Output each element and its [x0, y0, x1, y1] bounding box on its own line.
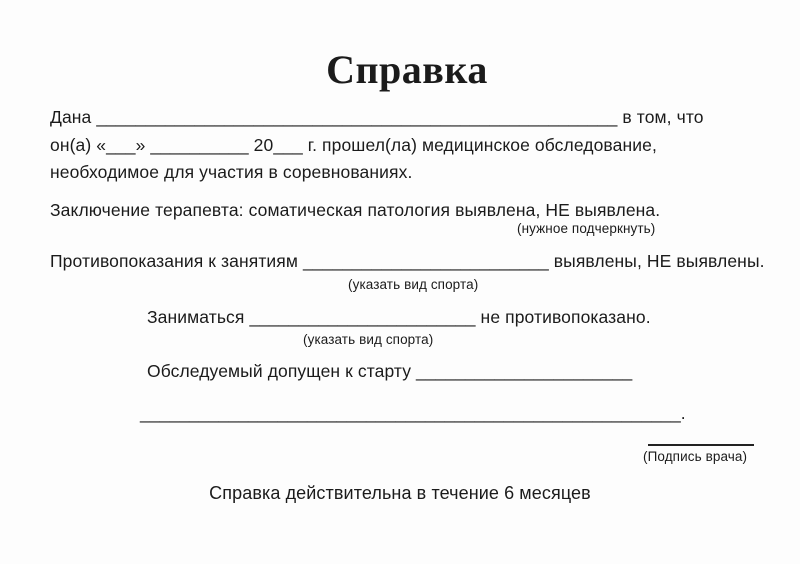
line-practice-allowed: Заниматься _______________________ не противопоказано.: [147, 307, 651, 327]
validity-note: Справка действительна в течение 6 месяцев: [209, 483, 591, 503]
line-therapist-conclusion: Заключение терапевта: соматическая патология выявлена, НЕ выявлена.: [50, 200, 661, 220]
line-purpose: необходимое для участия в соревнованиях.: [50, 162, 413, 182]
signature-line: [648, 444, 754, 446]
line-exam-date: он(а) «___» __________ 20___ г. прошел(ла) медицинское обследование,: [50, 135, 657, 155]
form-title: Справка: [326, 47, 488, 92]
line-contraindications: Противопоказания к занятиям _________________________ выявлены, НЕ выявлены.: [50, 251, 765, 271]
caption-sport-note-1: (указать вид спорта): [348, 277, 479, 292]
line-given-to: Дана _____________________________________________________ в том, что: [50, 107, 704, 127]
caption-sport-note-2: (указать вид спорта): [303, 332, 434, 347]
caption-underline-note: (нужное подчеркнуть): [517, 221, 656, 236]
line-admitted-to-start: Обследуемый допущен к старту ______________________: [147, 361, 633, 381]
line-continuation-blank: _______________________________________________________.: [140, 403, 686, 423]
caption-doctor-signature: (Подпись врача): [643, 449, 748, 464]
